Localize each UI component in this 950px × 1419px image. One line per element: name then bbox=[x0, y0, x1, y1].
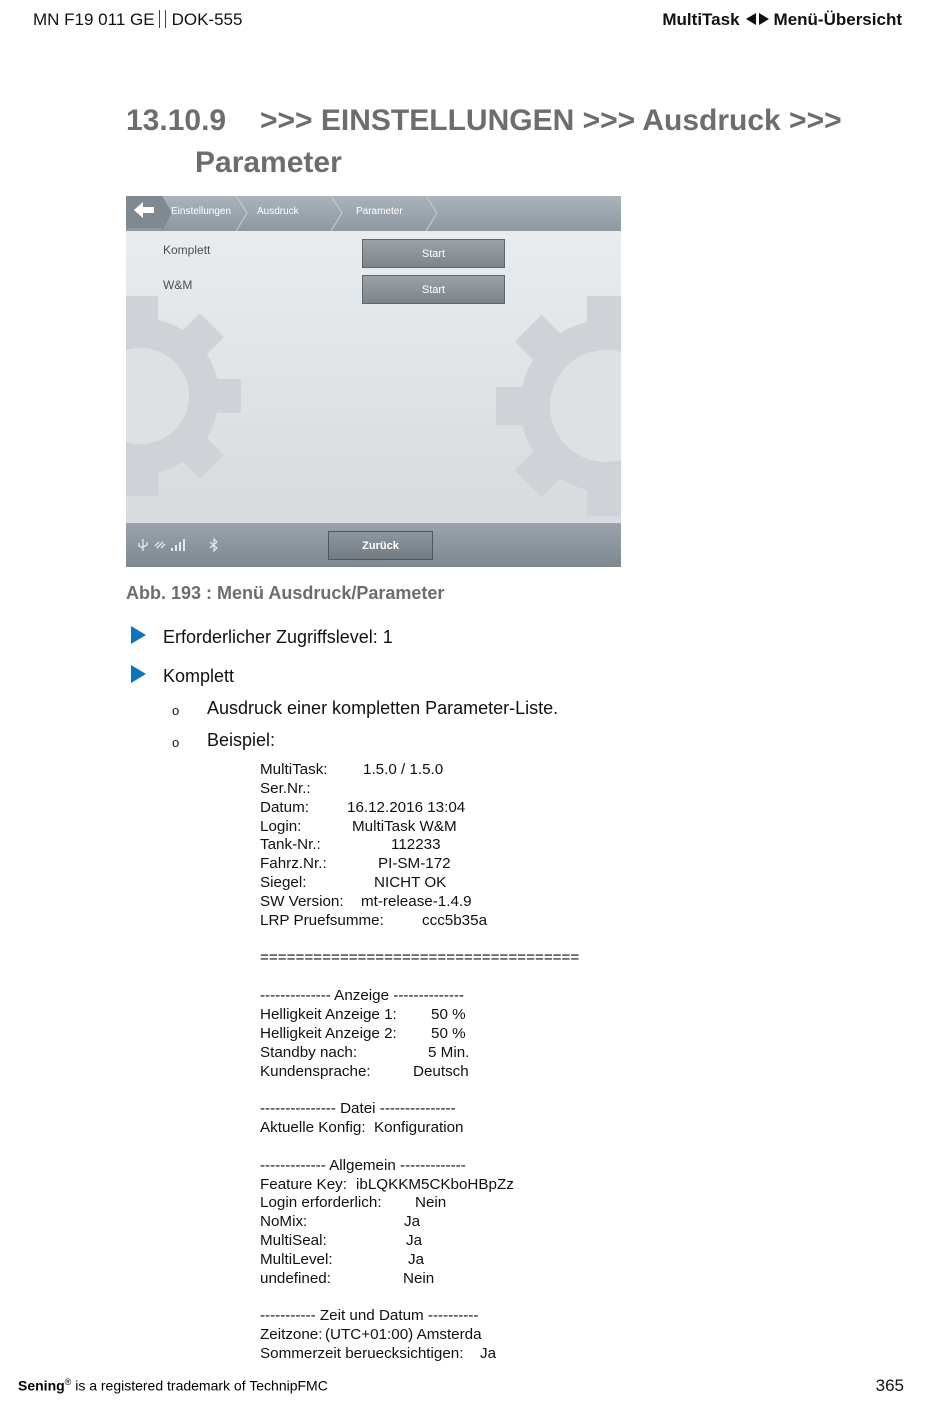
printout-line bbox=[260, 1063, 579, 1082]
header-left bbox=[33, 10, 242, 30]
printout-value: Ja bbox=[406, 1232, 423, 1250]
printout-value: Nein bbox=[403, 1269, 435, 1287]
printout-line bbox=[260, 912, 579, 931]
printout-key: MultiLevel: bbox=[260, 1250, 333, 1268]
printout-key: Zeitzone: bbox=[260, 1326, 323, 1344]
doc-id: DOK-555 bbox=[171, 10, 243, 29]
printout-value: ccc5b35a bbox=[422, 911, 488, 929]
figure-caption: Abb. 193 : Menü Ausdruck/Parameter bbox=[126, 583, 445, 603]
bluetooth-icon bbox=[208, 538, 220, 552]
printout-value: 1.5.0 / 1.5.0 bbox=[363, 761, 444, 778]
printout-value: Konfiguration bbox=[374, 1119, 464, 1137]
printout-line bbox=[260, 1081, 579, 1100]
printout-key: ----------- Zeit und Datum ---------- bbox=[260, 1307, 479, 1325]
breadcrumb-separator-icon bbox=[331, 196, 343, 231]
printout-key: LRP Pruefsumme: bbox=[260, 911, 384, 929]
printout-key: NoMix: bbox=[260, 1213, 308, 1231]
printout-value: 50 % bbox=[431, 1024, 466, 1042]
device-screenshot bbox=[126, 196, 621, 567]
printout-line bbox=[260, 1251, 579, 1270]
bullet-triangle-icon bbox=[131, 626, 146, 644]
printout-value: mt-release-1.4.9 bbox=[361, 892, 472, 910]
printout-value: Ja bbox=[404, 1213, 421, 1231]
footer-trademark bbox=[18, 1377, 328, 1394]
start-button-komplett[interactable]: Start bbox=[362, 239, 505, 268]
printout-key: Login erforderlich: bbox=[260, 1194, 382, 1212]
printout-line bbox=[260, 799, 579, 818]
printout-key: MultiSeal: bbox=[260, 1232, 327, 1250]
section-title-end: Parameter bbox=[195, 146, 342, 179]
breadcrumb-separator-icon bbox=[426, 196, 438, 231]
printout-line bbox=[260, 1006, 579, 1025]
printout-line bbox=[260, 987, 579, 1006]
printout-key: Standby nach: bbox=[260, 1043, 358, 1061]
registered-mark: ® bbox=[64, 1377, 72, 1387]
link-icon bbox=[153, 538, 167, 552]
start-button-wm[interactable]: Start bbox=[362, 275, 505, 304]
printout-line bbox=[260, 1138, 579, 1157]
printout-line bbox=[260, 1270, 579, 1289]
example-label: Beispiel: bbox=[207, 730, 276, 750]
gear-icon bbox=[491, 291, 621, 521]
parameter-printout bbox=[260, 761, 579, 1364]
printout-line bbox=[260, 1100, 579, 1119]
breadcrumb-parameter[interactable]: Parameter bbox=[356, 206, 403, 217]
printout-line bbox=[260, 1119, 579, 1138]
device-breadcrumb-bar bbox=[126, 196, 621, 231]
header-right bbox=[662, 10, 902, 30]
printout-line bbox=[260, 874, 579, 893]
printout-line bbox=[260, 1176, 579, 1195]
section-title bbox=[126, 100, 842, 142]
device-content bbox=[126, 231, 621, 519]
komplett-description: Ausdruck einer kompletten Parameter-Liste. bbox=[207, 698, 559, 718]
usb-icon bbox=[136, 538, 150, 552]
printout-line bbox=[260, 1213, 579, 1232]
printout-line bbox=[260, 1232, 579, 1251]
back-button[interactable]: Zurück bbox=[328, 531, 433, 560]
printout-line bbox=[260, 1345, 579, 1364]
access-level-text: Erforderlicher Zugriffslevel: 1 bbox=[163, 627, 393, 647]
printout-value: Ja bbox=[480, 1345, 497, 1363]
printout-key: ------------- Allgemein ------------- bbox=[260, 1156, 466, 1174]
breadcrumb-ausdruck[interactable]: Ausdruck bbox=[257, 206, 299, 217]
printout-value: 112233 bbox=[391, 836, 441, 854]
printout-line bbox=[260, 1194, 579, 1213]
printout-key: Sommerzeit beruecksichtigen: bbox=[260, 1345, 464, 1363]
printout-key: ==================================== bbox=[260, 949, 580, 967]
section-number: 13.10.9 bbox=[126, 104, 227, 137]
printout-line bbox=[260, 1157, 579, 1176]
printout-line bbox=[260, 818, 579, 837]
row-label-wm: W&M bbox=[163, 278, 193, 292]
printout-line bbox=[260, 1044, 579, 1063]
printout-value: Nein bbox=[415, 1194, 447, 1212]
circle-bullet-icon: o bbox=[172, 703, 180, 718]
signal-icon bbox=[170, 538, 186, 552]
circle-bullet-icon: o bbox=[172, 735, 180, 750]
printout-key: Helligkeit Anzeige 2: bbox=[260, 1024, 397, 1042]
printout-value: 5 Min. bbox=[428, 1043, 470, 1061]
printout-line bbox=[260, 1025, 579, 1044]
breadcrumb-separator-icon bbox=[236, 196, 248, 231]
printout-key: Ser.Nr.: bbox=[260, 779, 311, 797]
printout-key: Aktuelle Konfig: bbox=[260, 1119, 366, 1137]
trademark-text: is a registered trademark of TechnipFMC bbox=[75, 1377, 328, 1394]
product-name: MultiTask bbox=[662, 10, 740, 29]
printout-key: Kundensprache: bbox=[260, 1062, 371, 1080]
printout-key: Login: bbox=[260, 817, 302, 835]
printout-line bbox=[260, 931, 579, 950]
printout-key: -------------- Anzeige -------------- bbox=[260, 987, 465, 1005]
page-number: 365 bbox=[875, 1376, 904, 1395]
printout-value: (UTC+01:00) Amsterda bbox=[325, 1326, 482, 1344]
printout-key: undefined: bbox=[260, 1269, 331, 1287]
printout-line bbox=[260, 949, 579, 968]
brand-name: Sening bbox=[18, 1377, 65, 1394]
printout-key: SW Version: bbox=[260, 892, 344, 910]
arrow-left-icon bbox=[126, 196, 162, 228]
breadcrumb-einstellungen[interactable]: Einstellungen bbox=[171, 206, 232, 217]
printout-value: PI-SM-172 bbox=[378, 855, 451, 873]
printout-key: Helligkeit Anzeige 1: bbox=[260, 1005, 397, 1023]
printout-line bbox=[260, 761, 579, 780]
printout-line bbox=[260, 836, 579, 855]
printout-value: NICHT OK bbox=[374, 874, 447, 892]
printout-line bbox=[260, 780, 579, 799]
device-back-arrow[interactable] bbox=[126, 196, 162, 228]
printout-value: Ja bbox=[408, 1250, 425, 1268]
triangle-right-icon bbox=[759, 13, 769, 25]
printout-key: Tank-Nr.: bbox=[260, 836, 321, 854]
printout-value: 16.12.2016 13:04 bbox=[347, 798, 466, 816]
printout-line bbox=[260, 968, 579, 987]
printout-key: Datum: bbox=[260, 798, 309, 816]
section-path: >>> EINSTELLUNGEN >>> Ausdruck >>> bbox=[260, 104, 842, 137]
printout-key: Fahrz.Nr.: bbox=[260, 855, 327, 873]
printout-line bbox=[260, 855, 579, 874]
doc-code: MN F19 011 GE bbox=[33, 10, 155, 29]
printout-key: Feature Key: bbox=[260, 1175, 347, 1193]
printout-value: Deutsch bbox=[413, 1062, 469, 1080]
bullet-triangle-icon bbox=[131, 665, 146, 683]
printout-line bbox=[260, 1289, 579, 1308]
gear-icon bbox=[126, 291, 246, 501]
komplett-heading: Komplett bbox=[163, 666, 235, 686]
printout-value: ibLQKKM5CKboHBpZz bbox=[356, 1175, 514, 1193]
printout-key: MultiTask: bbox=[260, 761, 328, 778]
printout-value: MultiTask W&M bbox=[352, 817, 457, 835]
printout-key: Siegel: bbox=[260, 874, 307, 892]
printout-key: --------------- Datei --------------- bbox=[260, 1100, 456, 1118]
section-name: Menü-Übersicht bbox=[773, 10, 902, 29]
header-separator bbox=[159, 10, 166, 28]
printout-line bbox=[260, 1307, 579, 1326]
printout-line bbox=[260, 1326, 579, 1345]
printout-line bbox=[260, 893, 579, 912]
printout-value: 50 % bbox=[431, 1005, 466, 1023]
device-status-bar bbox=[126, 523, 621, 567]
row-label-komplett: Komplett bbox=[163, 243, 211, 257]
triangle-left-icon bbox=[746, 13, 756, 25]
